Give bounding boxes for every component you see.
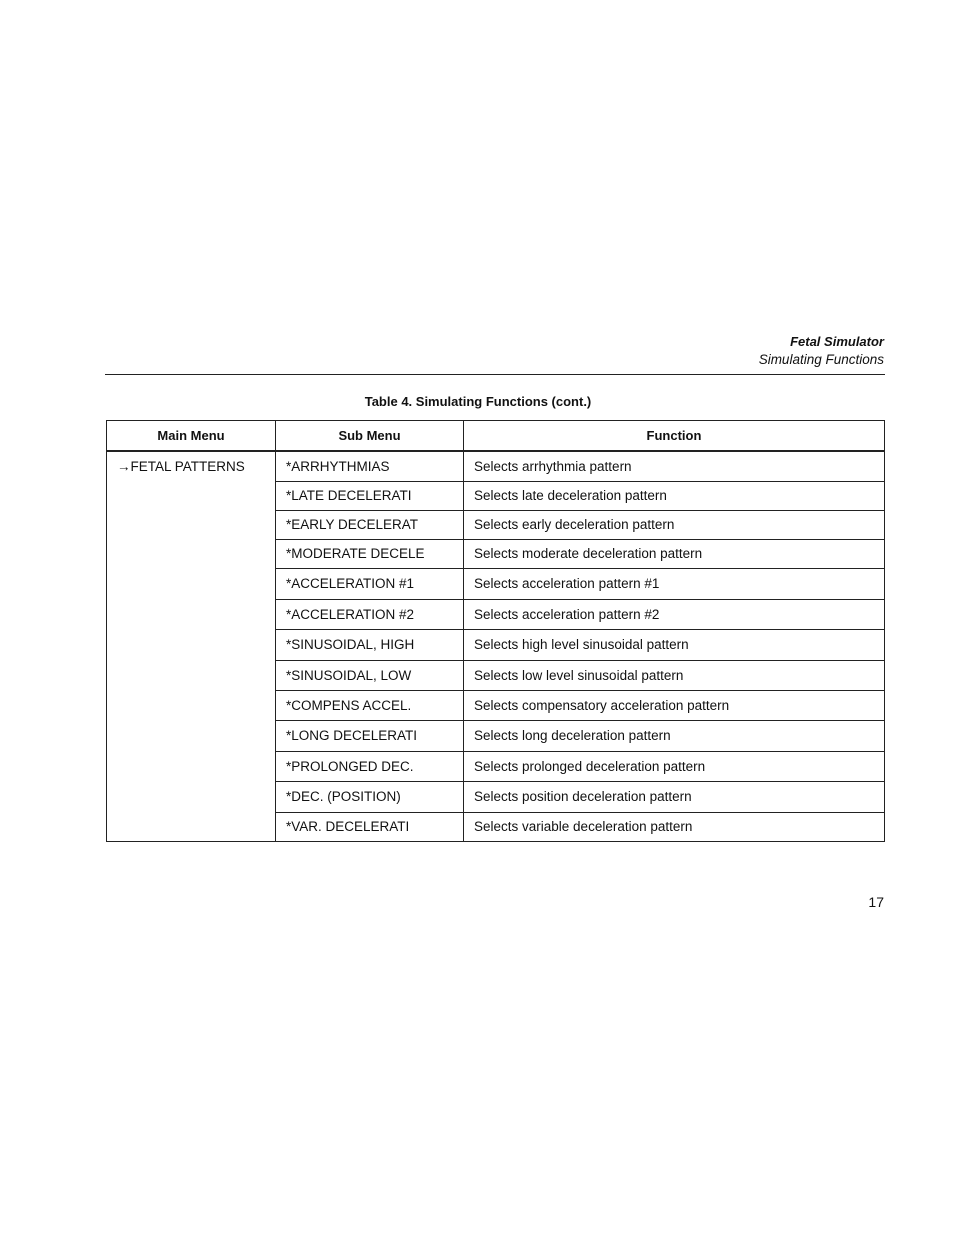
column-header-function: Function	[464, 421, 885, 452]
table-body	[107, 451, 885, 841]
sub-menu-cell: *PROLONGED DEC.	[276, 751, 464, 781]
main-menu-cell: →FETAL PATTERNS	[107, 451, 276, 841]
sub-menu-cell: *MODERATE DECELE	[276, 539, 464, 568]
sub-menu-cell: *SINUSOIDAL, HIGH	[276, 629, 464, 660]
function-cell: Selects low level sinusoidal pattern	[464, 660, 885, 690]
column-header-main-menu: Main Menu	[107, 421, 276, 452]
simulating-functions-table	[106, 420, 885, 842]
sub-menu-cell: *COMPENS ACCEL.	[276, 690, 464, 720]
running-header	[759, 333, 884, 369]
table-row	[107, 451, 885, 481]
function-cell: Selects acceleration pattern #2	[464, 599, 885, 629]
function-cell: Selects compensatory acceleration pattern	[464, 690, 885, 720]
function-cell: Selects early deceleration pattern	[464, 510, 885, 539]
function-cell: Selects prolonged deceleration pattern	[464, 751, 885, 781]
function-cell: Selects arrhythmia pattern	[464, 451, 885, 481]
header-title: Fetal Simulator	[790, 334, 884, 349]
function-cell: Selects variable deceleration pattern	[464, 812, 885, 841]
sub-menu-cell: *LONG DECELERATI	[276, 720, 464, 751]
header-subtitle: Simulating Functions	[758, 352, 884, 367]
page-number: 17	[868, 894, 884, 910]
sub-menu-cell: *DEC. (POSITION)	[276, 781, 464, 812]
function-cell: Selects acceleration pattern #1	[464, 568, 885, 599]
function-cell: Selects moderate deceleration pattern	[464, 539, 885, 568]
table-caption: Table 4. Simulating Functions (cont.)	[364, 394, 592, 409]
sub-menu-cell: *SINUSOIDAL, LOW	[276, 660, 464, 690]
column-header-sub-menu: Sub Menu	[276, 421, 464, 452]
sub-menu-cell: *EARLY DECELERAT	[276, 510, 464, 539]
sub-menu-cell: *ACCELERATION #2	[276, 599, 464, 629]
table-header-row	[107, 421, 885, 452]
sub-menu-cell: *ACCELERATION #1	[276, 568, 464, 599]
sub-menu-cell: *LATE DECELERATI	[276, 481, 464, 510]
sub-menu-cell: *ARRHYTHMIAS	[276, 451, 464, 481]
function-cell: Selects position deceleration pattern	[464, 781, 885, 812]
function-cell: Selects high level sinusoidal pattern	[464, 629, 885, 660]
function-cell: Selects long deceleration pattern	[464, 720, 885, 751]
sub-menu-cell: *VAR. DECELERATI	[276, 812, 464, 841]
function-cell: Selects late deceleration pattern	[464, 481, 885, 510]
header-divider	[105, 374, 885, 375]
